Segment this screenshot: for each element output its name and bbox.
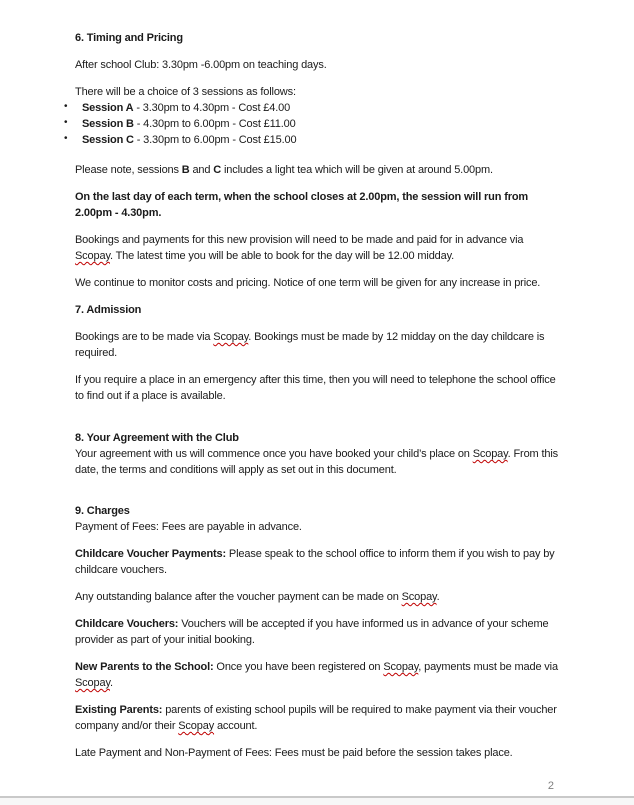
text-run: - 3.30pm to 4.30pm - Cost £4.00 xyxy=(133,102,291,114)
paragraph xyxy=(75,57,563,73)
paragraph xyxy=(75,84,563,100)
text-run: New Parents to the School: xyxy=(75,661,214,673)
paragraph xyxy=(75,232,563,264)
document-content xyxy=(64,30,563,772)
text-run: Please speak to the school office to inform them if you wish to pay by childcare vouchers. xyxy=(75,548,555,576)
misspelled-word: Scopay xyxy=(75,677,110,689)
text-run: If you require a place in an emergency after this time, then you will need to telephone the school office to find out if a place is available. xyxy=(75,374,556,402)
text-run: . Bookings must be made by 12 midday on the day childcare is required. xyxy=(75,331,545,359)
paragraph xyxy=(75,519,563,535)
misspelled-word: Scopay xyxy=(383,661,419,673)
text-run: Session B xyxy=(82,118,134,130)
section-heading xyxy=(75,30,563,46)
text-run: We continue to monitor costs and pricing. Notice of one term will be given for any increase in price. xyxy=(75,277,541,289)
next-page-gap xyxy=(0,798,634,805)
text-run: Session C xyxy=(82,134,134,146)
text-run: Once you have been registered on xyxy=(213,661,384,673)
text-run: 8. Your Agreement with the Club xyxy=(75,432,239,444)
paragraph xyxy=(75,546,563,578)
text-run: , payments must be made via xyxy=(418,661,558,673)
page-number: 2 xyxy=(547,780,554,792)
text-run: B xyxy=(181,164,190,176)
paragraph xyxy=(75,702,563,734)
misspelled-word: Scopay xyxy=(472,448,508,460)
bullet-icon: • xyxy=(64,117,68,128)
text-run: . The latest time you will be able to book for the day will be 12.00 midday. xyxy=(109,250,455,262)
paragraph xyxy=(75,162,563,178)
bullet-item xyxy=(64,116,563,132)
paragraph xyxy=(75,589,563,605)
paragraph xyxy=(75,745,563,761)
text-run: Your agreement with us will commence once you have booked your child’s place on xyxy=(75,448,473,460)
text-run: Childcare Vouchers: xyxy=(75,618,179,630)
misspelled-word: Scopay xyxy=(75,250,110,262)
text-run: 9. Charges xyxy=(75,505,130,517)
text-run: account. xyxy=(214,720,258,732)
section-heading xyxy=(75,430,563,446)
paragraph-spacer xyxy=(75,415,563,430)
text-run: includes a light tea which will be given at around 5.00pm. xyxy=(221,164,493,176)
text-run: . From this date, the terms and conditions will apply as set out in this document. xyxy=(75,448,558,476)
text-run: There will be a choice of 3 sessions as follows: xyxy=(75,86,296,98)
text-run: Any outstanding balance after the voucher payment can be made on xyxy=(75,591,402,603)
section-heading xyxy=(75,503,563,519)
text-run: Vouchers will be accepted if you have informed us in advance of your scheme provider as part of your initial booking. xyxy=(75,618,549,646)
text-run: 6. Timing and Pricing xyxy=(75,32,183,44)
text-run: and xyxy=(189,164,214,176)
paragraph xyxy=(75,275,563,291)
paragraph xyxy=(75,189,563,221)
paragraph xyxy=(75,616,563,648)
text-run: 7. Admission xyxy=(75,304,142,316)
text-run: Payment of Fees: Fees are payable in advance. xyxy=(75,521,302,533)
misspelled-word: Scopay xyxy=(178,720,215,732)
paragraph xyxy=(75,329,563,361)
text-run: parents of existing school pupils will be required to make payment via their voucher company and/or their xyxy=(75,704,557,732)
misspelled-word: Scopay xyxy=(213,331,249,343)
text-run: . xyxy=(436,591,440,603)
text-run: C xyxy=(213,164,222,176)
paragraph xyxy=(75,446,563,478)
text-run: - 4.30pm to 6.00pm - Cost £11.00 xyxy=(133,118,296,130)
paragraph xyxy=(75,372,563,404)
section-heading xyxy=(75,302,563,318)
text-run: Bookings are to be made via xyxy=(75,331,214,343)
bullet-icon: • xyxy=(64,133,68,144)
text-run: Childcare Voucher Payments: xyxy=(75,548,227,560)
text-run: - 3.30pm to 6.00pm - Cost £15.00 xyxy=(133,134,297,146)
bullet-item xyxy=(64,132,563,148)
text-run: Existing Parents: xyxy=(75,704,163,716)
bullet-icon: • xyxy=(64,101,68,112)
bullet-item xyxy=(64,100,563,116)
text-run: Please note, sessions xyxy=(75,164,182,176)
session-bullet-list xyxy=(64,100,563,148)
paragraph xyxy=(75,659,563,691)
text-run: . xyxy=(109,677,113,689)
text-run: On the last day of each term, when the school closes at 2.00pm, the session will run from 2.00pm - 4.30pm. xyxy=(75,191,529,219)
text-run: Bookings and payments for this new provision will need to be made and paid for in advance via xyxy=(75,234,524,246)
misspelled-word: Scopay xyxy=(401,591,437,603)
text-run: Late Payment and Non-Payment of Fees: Fees must be paid before the session takes place. xyxy=(75,747,513,759)
text-run: After school Club: 3.30pm -6.00pm on teaching days. xyxy=(75,59,327,71)
paragraph-spacer xyxy=(75,489,563,503)
text-run: Session A xyxy=(82,102,134,114)
